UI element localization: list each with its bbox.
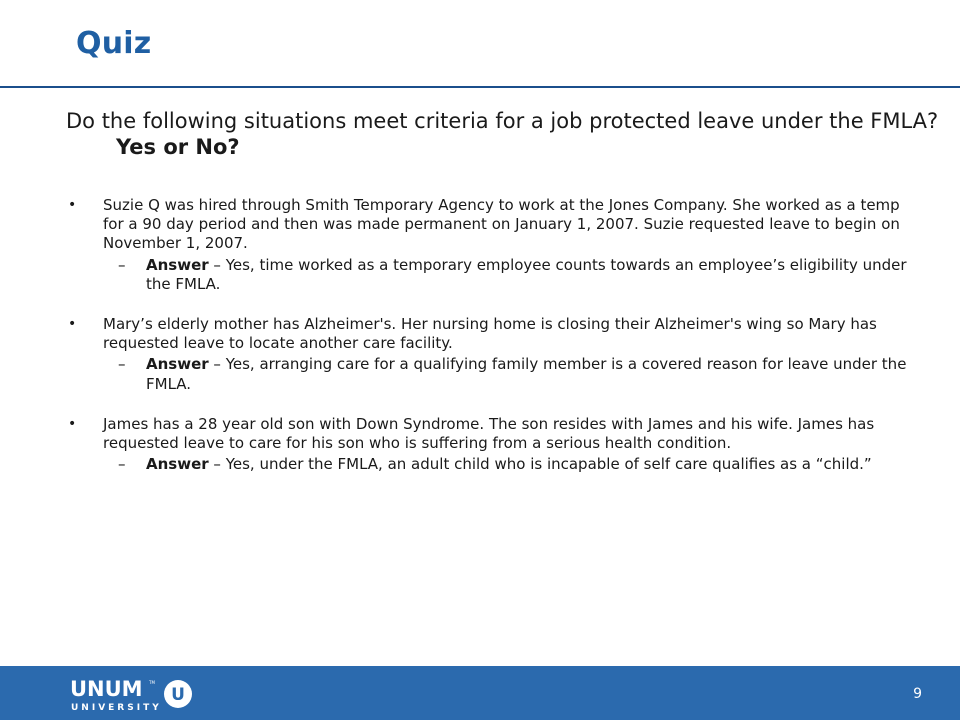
answer-text (146, 355, 916, 393)
question (66, 108, 952, 160)
answer-text (146, 256, 916, 294)
scenario-list (66, 196, 926, 495)
unum-university-logo (70, 676, 220, 714)
answer-label: Answer (146, 255, 209, 274)
title-divider (0, 86, 960, 88)
answer (66, 455, 926, 474)
answer (66, 355, 926, 393)
bullet-icon: • (68, 316, 77, 333)
page-number: 9 (913, 686, 922, 702)
logo-emblem-letter: U (171, 685, 185, 705)
scenario-item (66, 415, 926, 475)
answer-label: Answer (146, 455, 209, 474)
question-emphasis: Yes or No? (116, 135, 240, 159)
answer-text (146, 455, 916, 474)
answer-body: – Yes, time worked as a temporary employee counts towards an employee’s eligibility under the FMLA. (146, 255, 907, 293)
dash-icon: – (118, 255, 126, 274)
answer (66, 256, 926, 294)
bullet-icon: • (68, 415, 77, 432)
scenario-text: Mary’s elderly mother has Alzheimer's. Her nursing home is closing their Alzheimer's wing so Mary has requested leave to locate another care facility. (103, 315, 877, 353)
scenario-item (66, 196, 926, 294)
answer-body: – Yes, arranging care for a qualifying family member is a covered reason for leave under the FMLA. (146, 355, 907, 393)
logo-wordmark: UNUM (70, 677, 143, 701)
bullet-icon: • (68, 197, 77, 213)
logo-subtitle: UNIVERSITY (71, 703, 162, 713)
dash-icon: – (118, 455, 126, 474)
question-text: Do the following situations meet criteria for a job protected leave under the FMLA? (66, 109, 939, 133)
answer-body: – Yes, under the FMLA, an adult child who is incapable of self care qualifies as a “child.” (208, 455, 872, 474)
scenario-item (66, 315, 926, 394)
logo-tm: TM (149, 680, 155, 685)
scenario-text: Suzie Q was hired through Smith Temporary Agency to work at the Jones Company. She worked as a temp for a 90 day period and then was made permanent on January 1, 2007. Suzie requested leave to begin on November 1, 2007. (103, 196, 900, 253)
scenario-text: James has a 28 year old son with Down Syndrome. The son resides with James and his wife. James has requested leave to care for his son who is suffering from a serious health condition. (103, 414, 875, 453)
dash-icon: – (118, 355, 126, 374)
footer-bar (0, 666, 960, 720)
slide-title: Quiz (76, 26, 152, 61)
answer-label: Answer (146, 355, 209, 374)
